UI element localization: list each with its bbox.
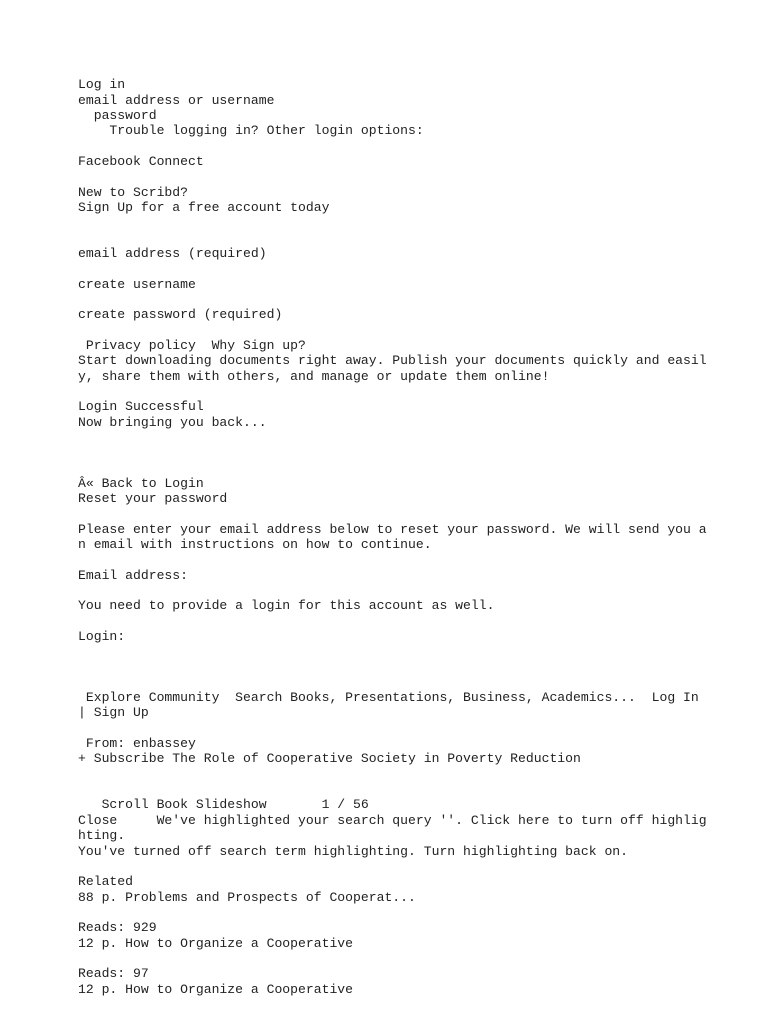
login-title: Log in <box>78 77 126 92</box>
trouble-login-text[interactable]: Trouble logging in? Other login options: <box>78 123 424 138</box>
doc-author[interactable]: From: enbassey <box>78 736 196 751</box>
related-item[interactable]: 88 p. Problems and Prospects of Cooperat... <box>78 890 416 905</box>
back-to-login-link[interactable]: Â« Back to Login <box>78 476 204 491</box>
signup-link[interactable]: Sign Up for a free account today <box>78 200 330 215</box>
reset-desc-line2: n email with instructions on how to continue. <box>78 537 432 552</box>
privacy-why-links[interactable]: Privacy policy Why Sign up? <box>78 338 306 353</box>
login-success-text: Login Successful <box>78 399 204 414</box>
viewer-controls[interactable]: Scroll Book Slideshow 1 / 56 <box>78 797 369 812</box>
signup-desc-line1: Start downloading documents right away. Publish your documents quickly and easil <box>78 353 707 368</box>
top-nav-line2[interactable]: | Sign Up <box>78 705 149 720</box>
facebook-connect-link[interactable]: Facebook Connect <box>78 154 204 169</box>
new-to-scribd-text: New to Scribd? <box>78 185 189 200</box>
reset-login-note: You need to provide a login for this account as well. <box>78 598 495 613</box>
subscribe-title[interactable]: + Subscribe The Role of Cooperative Society in Poverty Reduction <box>78 751 581 766</box>
login-password-label[interactable]: password <box>78 108 157 123</box>
bringing-back-text: Now bringing you back... <box>78 415 267 430</box>
signup-username-label[interactable]: create username <box>78 277 196 292</box>
highlight-notice-line2[interactable]: hting. <box>78 828 126 843</box>
reset-password-title: Reset your password <box>78 491 228 506</box>
signup-email-label[interactable]: email address (required) <box>78 246 267 261</box>
highlight-notice-line1[interactable]: Close We've highlighted your search query ''. Click here to turn off highlig <box>78 813 707 828</box>
reset-login-label[interactable]: Login: <box>78 629 126 644</box>
related-item[interactable]: 12 p. How to Organize a Cooperative <box>78 982 354 997</box>
reset-desc-line1: Please enter your email address below to reset your password. We will send you a <box>78 522 707 537</box>
highlight-off-notice[interactable]: You've turned off search term highlighting. Turn highlighting back on. <box>78 844 629 859</box>
related-title: Related <box>78 874 134 889</box>
top-nav-line1[interactable]: Explore Community Search Books, Presentations, Business, Academics... Log In <box>78 690 699 705</box>
signup-password-label[interactable]: create password (required) <box>78 307 283 322</box>
signup-desc-line2: y, share them with others, and manage or update them online! <box>78 369 550 384</box>
reset-email-label[interactable]: Email address: <box>78 568 189 583</box>
login-email-label[interactable]: email address or username <box>78 93 275 108</box>
related-item-reads: Reads: 97 <box>78 966 149 981</box>
related-item-reads: Reads: 929 <box>78 920 157 935</box>
related-item[interactable]: 12 p. How to Organize a Cooperative <box>78 936 354 951</box>
